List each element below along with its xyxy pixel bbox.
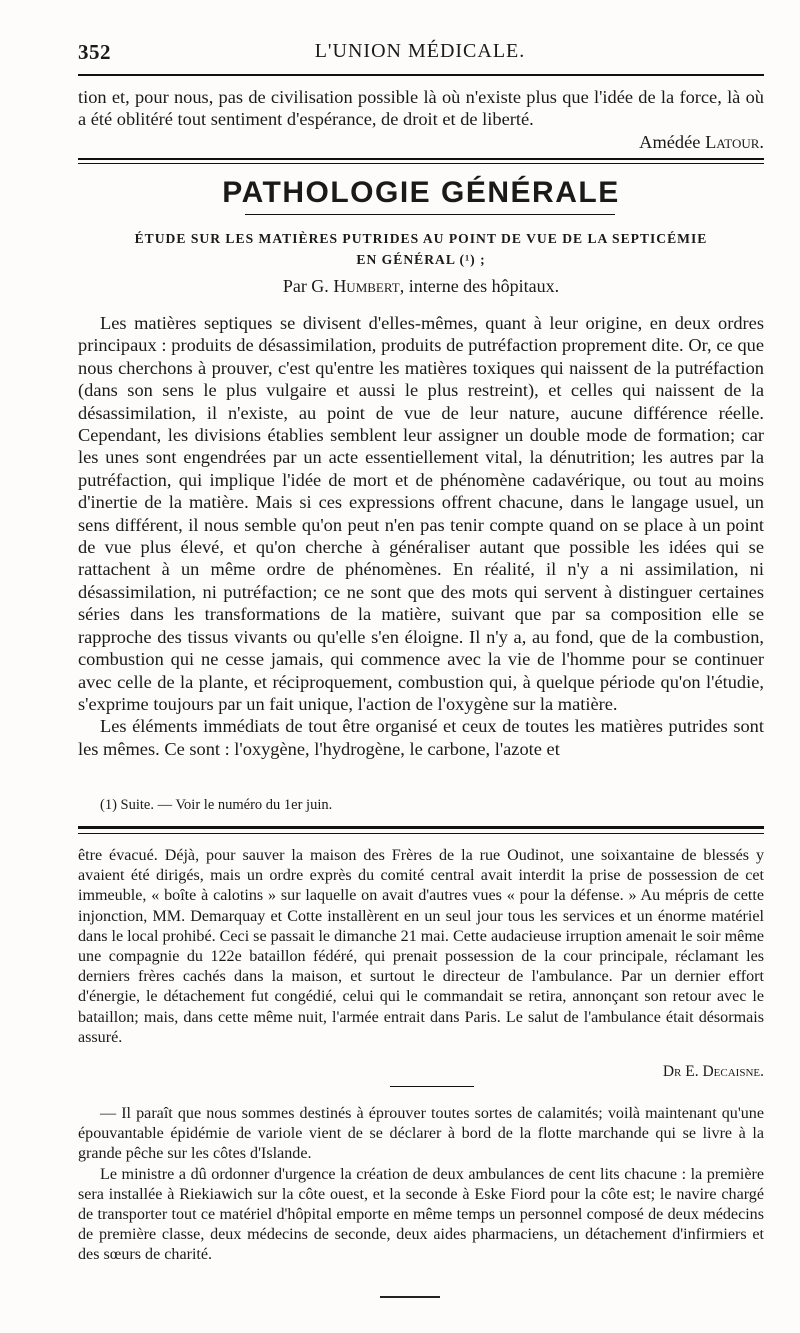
intro-continuation [78,86,764,153]
article-byline [78,276,764,297]
news-body [78,1104,764,1266]
title-underline [245,214,615,215]
byline-suffix: , interne des hôpitaux. [399,276,560,296]
news-paragraph-1: — Il paraît que nous sommes destinés à éprouver toutes sortes de calamités; voilà maintenant qu'une épouvantable épidémie de variole vient de se déclarer à bord de la flotte marchande qui se livre à la grande pêche sur les côtes d'Islande. [78,1105,764,1163]
short-separator [390,1086,474,1087]
journal-title: L'UNION MÉDICALE. [314,40,526,62]
article-subtitle-line1: ÉTUDE SUR LES MATIÈRES PUTRIDES AU POINT DE VUE DE LA SEPTICÉMIE [134,231,708,246]
section-title: PATHOLOGIE GÉNÉRALE [222,176,620,209]
signature-last-name: Latour. [705,131,764,152]
header-rule [78,74,764,76]
article-body [78,312,764,760]
feuilleton-divider-bottom [78,833,764,834]
article-footnote: (1) Suite. — Voir le numéro du 1er juin. [100,797,333,813]
bottom-separator [380,1296,440,1298]
section-divider-bottom [78,163,764,164]
article-paragraph-2: Les éléments immédiats de tout être organisé et ceux de toutes les matières putrides sont les mêmes. Ce sont : l'oxygène, l'hydrogène, le carbone, l'azote et [78,716,764,759]
intro-text: tion et, pour nous, pas de civilisation possible là où n'existe plus que l'idée de la force, là où a été oblitéré tout sentiment d'espérance, de droit et de liberté. [78,87,764,130]
feuilleton-divider-top [78,826,764,829]
page-number: 352 [78,40,111,64]
feuilleton-signature-block [78,1062,764,1082]
feuilleton-body [78,846,764,1048]
feuilleton-paragraph-1: être évacué. Déjà, pour sauver la maison des Frères de la rue Oudinot, une soixantaine de blessés y avaient été dirigés, mais un ordre exprès du comité central avait interdit la prise de possession de cet immeuble, « boîte à calotins » sur laquelle on avait d'autres vues « pour la défense. » Au mépris de cette injonction, MM. Demarquay et Cotte installèrent en un seul jour tous les services et un énorme matériel dans le local prohibé. Ceci se passait le dimanche 21 mai. Cette audacieuse irruption amenait le soir même une compagnie du 122e bataillon fédéré, qui prenait possession de la cour principale, réclamant les derniers frères cachés dans la maison, et surtout le directeur de l'ambulance. Par un dernier effort d'énergie, le détachement fut congédié, celui qui le commandait se retira, annonçant son retour avec le bataillon; mais, dans cette même nuit, l'armée entrait dans Paris. Le salut de l'ambulance était désormais assuré. [78,847,764,1046]
byline-author: Humbert [333,276,400,296]
article-paragraph-1: Les matières septiques se divisent d'elles-mêmes, quant à leur origine, en deux ordres principaux : produits de désassimilation, produits de putréfaction proprement dite. Or, ce que nous cherchons à prouver, c'est qu'entre les matières toxiques qui naissent de la putréfaction (dans son sens le plus vulgaire et aussi le plus restreint), et celles qui naissent de la désassimilation, il n'existe, au point de vue de leur nature, aucune différence réelle. Cependant, les divisions établies semblent leur assigner un double mode de formation; car les unes sont engendrées par un acte essentiellement vital, la dénutrition; les autres par la putréfaction, qui implique l'idée de mort et de phénomène cadavérique, ou tout au moins d'inertie de la matière. Mais si ces expressions offrent chacune, dans le langage usuel, un sens différent, il nous semble qu'on peut n'en pas tenir compte quand on se place à un point de vue plus élevé, et qu'on cherche à généraliser autant que possible les idées qui se rattachent à un même ordre de phénomènes. En réalité, il n'y a ni assimilation, ni désassimilation, ni putréfaction; ce ne sont que des mots qui servent à distinguer certaines séries dans les transformations de la matière, suivant que par sa composition elle se rapproche des tissus vivants ou qu'elle s'en éloigne. Il n'y a, au fond, que de la combustion, combustion qui ne cesse jamais, qui commence avec la vie de l'homme pour se continuer avec celle de la plante, et réciproquement, combustion qui, à quelque période qu'on l'étudie, s'exprime toujours par un fait unique, l'action de l'oxygène sur la matière. [78,313,764,714]
signature-first-name: Amédée [639,131,701,152]
intro-signature [78,131,764,153]
article-subtitle-line2: EN GÉNÉRAL (¹) ; [356,252,486,267]
byline-prefix: Par G. [282,276,329,296]
section-divider-top [78,158,764,160]
news-paragraph-2: Le ministre a dû ordonner d'urgence la création de deux ambulances de cent lits chacune : la première sera installée à Riekiawich sur la côte ouest, et la seconde à Eske Fiord pour la côte est; le navire chargé de transporter tout ce matériel d'hôpital emporte en même temps un personnel composé de deux médecins de première classe, deux médecins de seconde, deux aides pharmaciens, un détachement d'infirmiers et des sœurs de charité. [78,1165,764,1264]
page-header [78,36,762,70]
feuilleton-signature: Dr E. Decaisne. [662,1063,764,1080]
